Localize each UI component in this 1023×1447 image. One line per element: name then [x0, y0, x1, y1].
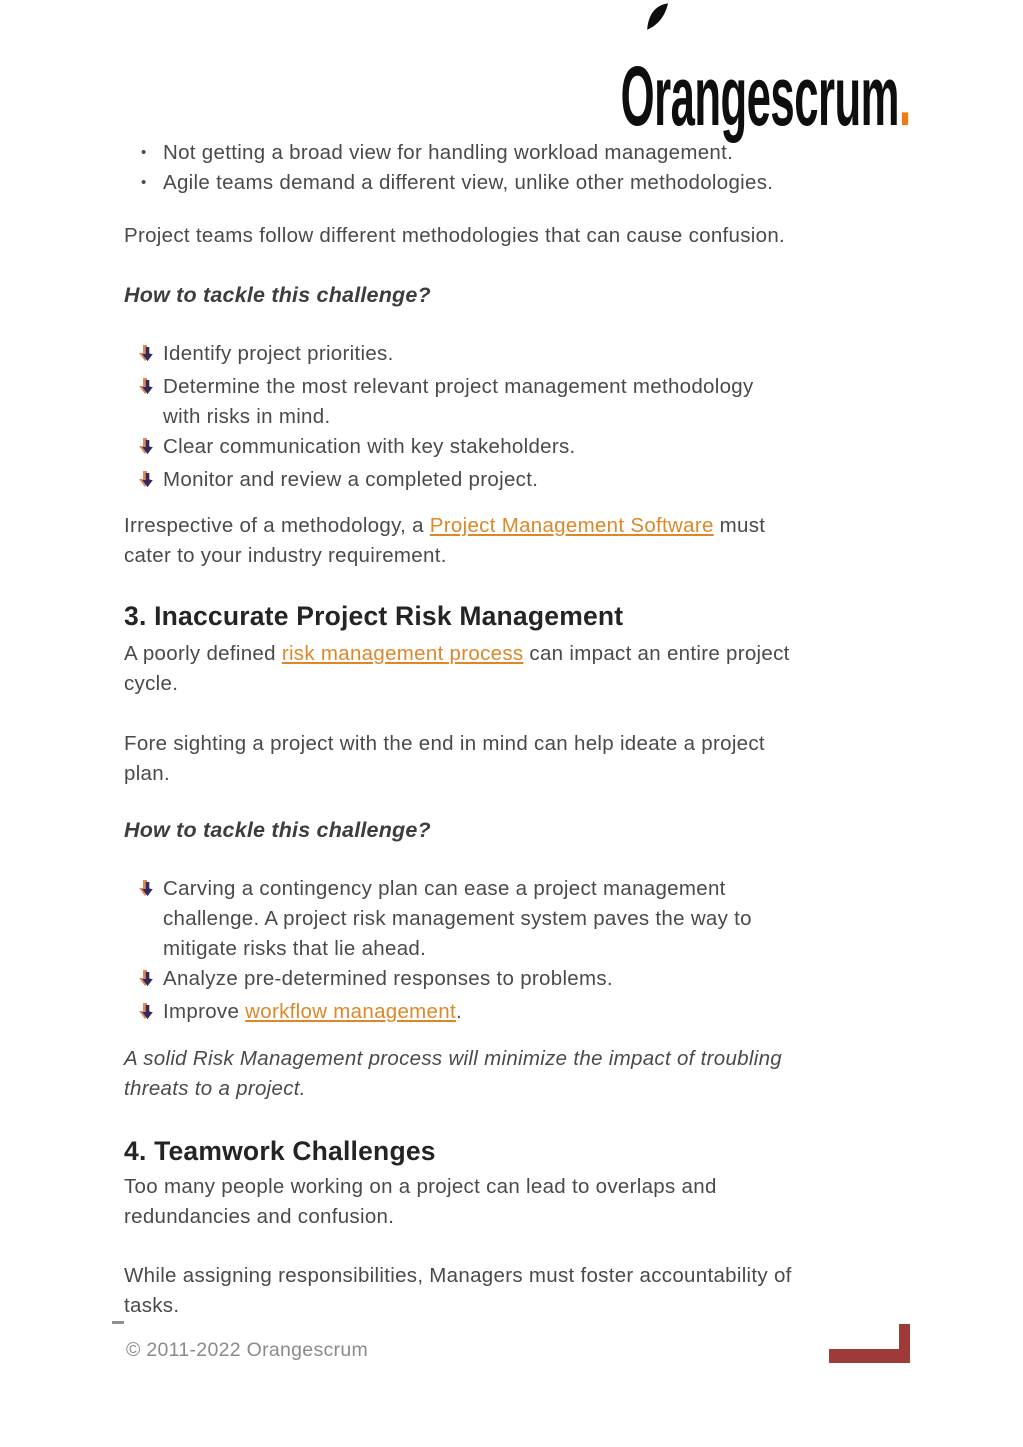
list-item: [124, 964, 924, 997]
list-item: [124, 874, 924, 964]
list-item: [124, 997, 924, 1030]
section-heading-3: 3. Inaccurate Project Risk Management: [124, 601, 624, 631]
paragraph-line: Fore sighting a project with the end in mind can help ideate a project: [124, 732, 765, 755]
down-arrow-bullet-icon: [124, 874, 163, 964]
workflow-management-link[interactable]: workflow management: [245, 1000, 456, 1023]
paragraph-italic-note: [124, 1044, 924, 1104]
paragraph-line: redundancies and confusion.: [124, 1205, 395, 1228]
list-item: [124, 138, 924, 168]
text-segment: Improve: [163, 1000, 246, 1023]
down-arrow-bullet-icon: [124, 465, 163, 498]
down-arrow-bullet-icon: [124, 432, 163, 465]
paragraph-line: While assigning responsibilities, Managers must foster accountability of: [124, 1264, 792, 1287]
intro-bullet-list: [124, 138, 924, 198]
list-item: [124, 372, 924, 432]
footer-copyright-text: © 2011-2022 Orangescrum: [126, 1339, 369, 1361]
list-item-line: challenge. A project risk management system paves the way to: [163, 907, 752, 930]
bullet-dot-icon: •: [141, 144, 147, 161]
footnote-separator-dash: [112, 1321, 124, 1324]
down-arrow-bullet-icon: [124, 964, 163, 997]
list-item: [124, 432, 924, 465]
list-item-text: Analyze pre-determined responses to problems.: [163, 967, 613, 990]
text-segment: Irrespective of a methodology, a: [124, 514, 430, 537]
subheading-tackle-challenge-2: How to tackle this challenge?: [124, 818, 431, 842]
paragraph-line: tasks.: [124, 1294, 180, 1317]
list-item-text: Monitor and review a completed project.: [163, 468, 539, 491]
paragraph-fore-sighting: [124, 729, 924, 789]
text-segment: can impact an entire project: [523, 642, 790, 665]
paragraph-line: cater to your industry requirement.: [124, 544, 447, 567]
paragraph-line: A solid Risk Management process will minimize the impact of troubling: [124, 1047, 782, 1070]
paragraph-line: [124, 639, 924, 669]
corner-accent-vertical-bar: [899, 1324, 910, 1363]
paragraph-line: threats to a project.: [124, 1077, 306, 1100]
orangescrum-logo: [621, 49, 911, 143]
section-heading-4: 4. Teamwork Challenges: [124, 1136, 436, 1166]
paragraph-line: Too many people working on a project can lead to overlaps and: [124, 1175, 717, 1198]
paragraph-line: cycle.: [124, 672, 179, 695]
list-item-line: mitigate risks that lie ahead.: [163, 937, 427, 960]
list-item: [124, 339, 924, 372]
down-arrow-bullet-icon: [124, 997, 163, 1030]
paragraph-risk-process: [124, 639, 924, 699]
list-item-text: [163, 874, 752, 964]
paragraph-methodologies-confusion: [124, 221, 924, 251]
corner-accent-horizontal-bar: [829, 1349, 910, 1363]
footer-copyright: [126, 1337, 546, 1361]
list-item-text: Agile teams demand a different view, unlike other methodologies.: [163, 171, 774, 194]
list-item-text: Not getting a broad view for handling workload management.: [163, 141, 734, 164]
paragraph-line: Project teams follow different methodologies that can cause confusion.: [124, 224, 786, 247]
paragraph-while-assigning: [124, 1261, 924, 1321]
paragraph-too-many-people: [124, 1172, 924, 1232]
logo-dot: .: [899, 49, 911, 143]
project-management-software-link[interactable]: Project Management Software: [429, 514, 714, 537]
tackle-list-1: [124, 339, 924, 498]
list-item: [124, 168, 924, 198]
list-item-text: [163, 372, 754, 432]
list-item-text: Clear communication with key stakeholders.: [163, 435, 576, 458]
text-segment: A poorly defined: [124, 642, 282, 665]
paragraph-line: [124, 511, 924, 541]
bullet-dot-icon: •: [141, 174, 147, 191]
text-segment: must: [713, 514, 766, 537]
down-arrow-bullet-icon: [124, 372, 163, 432]
list-item-line: Carving a contingency plan can ease a project management: [163, 877, 726, 900]
list-item-line: Determine the most relevant project management methodology: [163, 375, 754, 398]
text-segment: .: [455, 1000, 462, 1023]
list-item-line: with risks in mind.: [163, 405, 331, 428]
list-item-text: [163, 997, 462, 1030]
subheading-tackle-challenge-1: How to tackle this challenge?: [124, 283, 431, 307]
logo-leaf-icon: [647, 2, 667, 32]
paragraph-irrespective: [124, 511, 924, 571]
list-item: [124, 465, 924, 498]
risk-management-process-link[interactable]: risk management process: [281, 642, 524, 665]
tackle-list-2: [124, 874, 924, 1030]
logo-wordmark: Orangescrum: [621, 49, 900, 143]
list-item-text: Identify project priorities.: [163, 342, 394, 365]
down-arrow-bullet-icon: [124, 339, 163, 372]
paragraph-line: plan.: [124, 762, 170, 785]
